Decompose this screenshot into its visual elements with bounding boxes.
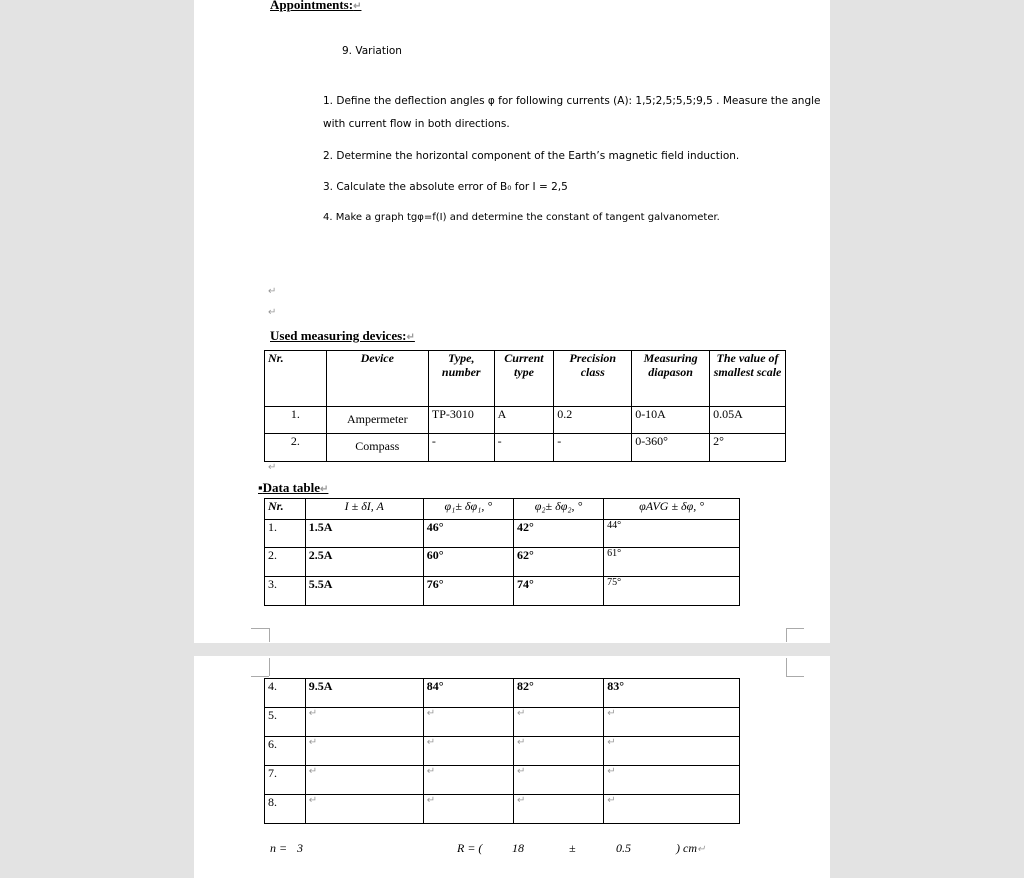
data-header-phi-avg: φAVG ± δφ, ° <box>604 499 740 520</box>
cell-current: 5.5A <box>305 577 423 606</box>
cell-nr: 4. <box>265 679 306 708</box>
data-header-phi2: φ₂± δφ₂, ° <box>513 499 603 520</box>
cell-current: ↵ <box>305 708 423 737</box>
task-3: 3. Calculate the absolute error of B₀ for I = 2,5 <box>323 181 568 193</box>
empty-paragraph-mark: ↵ <box>268 307 277 318</box>
table-row <box>265 795 740 824</box>
cell-diapason: 0-10A <box>632 407 710 434</box>
r-value: 18 <box>512 841 524 855</box>
cell-phi-avg: ↵ <box>604 708 740 737</box>
cell-current: ↵ <box>305 766 423 795</box>
cell-phi1: ↵ <box>423 737 513 766</box>
task-1-line-1: 1. Define the deflection angles φ for following currents (A): 1,5;2,5;5,5;9,5 . Measure the angle <box>323 95 821 107</box>
devices-header-current-type: Current type <box>494 351 554 407</box>
cell-smallest-scale: 2° <box>710 434 786 462</box>
devices-header-nr: Nr. <box>265 351 327 407</box>
cell-current-type: A <box>494 407 554 434</box>
cell-phi2: 82° <box>513 679 603 708</box>
table-row <box>265 737 740 766</box>
cell-phi1: 84° <box>423 679 513 708</box>
cell-current: ↵ <box>305 795 423 824</box>
cell-nr: 3. <box>265 577 306 606</box>
table-row <box>265 520 740 548</box>
devices-header-smallest-scale: The value of smallest scale <box>710 351 786 407</box>
cell-current: 2.5A <box>305 548 423 577</box>
crop-mark <box>786 658 787 676</box>
task-2: 2. Determine the horizontal component of the Earth’s magnetic field induction. <box>323 150 740 162</box>
data-header-phi1: φ₁± δφ₁, ° <box>423 499 513 520</box>
devices-table <box>264 350 786 462</box>
cell-smallest-scale: 0.05A <box>710 407 786 434</box>
cell-phi-avg: ↵ <box>604 795 740 824</box>
cell-phi2: 62° <box>513 548 603 577</box>
cell-phi2: 42° <box>513 520 603 548</box>
heading-appointments: Appointments:↵ <box>270 0 362 12</box>
data-header-row <box>265 499 740 520</box>
cell-device: Compass <box>326 434 428 462</box>
cell-current-type: - <box>494 434 554 462</box>
empty-paragraph-mark: ↵ <box>268 462 277 473</box>
table-row <box>265 434 786 462</box>
cell-nr: 5. <box>265 708 306 737</box>
cell-nr: 8. <box>265 795 306 824</box>
devices-header-type: Type, number <box>428 351 494 407</box>
cell-phi2: ↵ <box>513 737 603 766</box>
cell-nr: 1. <box>265 407 327 434</box>
cell-type: TP-3010 <box>428 407 494 434</box>
cell-nr: 1. <box>265 520 306 548</box>
table-row <box>265 679 740 708</box>
devices-header-row <box>265 351 786 407</box>
task-1-line-2: with current flow in both directions. <box>323 118 510 130</box>
crop-mark <box>251 676 269 677</box>
crop-mark <box>786 676 804 677</box>
cell-current: 1.5A <box>305 520 423 548</box>
data-table <box>264 498 740 606</box>
crop-mark <box>786 628 804 629</box>
data-table-title: ▪Data table↵ <box>258 480 329 495</box>
data-table-continued <box>264 678 740 824</box>
cell-phi-avg: 44° <box>604 520 740 548</box>
cell-nr: 6. <box>265 737 306 766</box>
r-label: R = ( <box>457 841 483 855</box>
cell-phi2: ↵ <box>513 766 603 795</box>
crop-mark <box>269 658 270 676</box>
cell-current: 9.5A <box>305 679 423 708</box>
cell-phi-avg: 75° <box>604 577 740 606</box>
cell-diapason: 0-360° <box>632 434 710 462</box>
table-row <box>265 548 740 577</box>
cell-phi-avg: 83° <box>604 679 740 708</box>
cell-precision: 0.2 <box>554 407 632 434</box>
variation-label: 9. Variation <box>342 45 402 57</box>
document-page-2 <box>194 656 830 878</box>
devices-header-diapason: Measuring diapason <box>632 351 710 407</box>
table-row <box>265 708 740 737</box>
cell-phi2: ↵ <box>513 795 603 824</box>
cell-phi1: ↵ <box>423 766 513 795</box>
task-4: 4. Make a graph tgφ=f(I) and determine the constant of tangent galvanometer. <box>323 212 720 223</box>
empty-paragraph-mark: ↵ <box>268 286 277 297</box>
devices-title: Used measuring devices:↵ <box>270 328 415 343</box>
data-header-nr: Nr. <box>265 499 306 520</box>
cell-phi-avg: ↵ <box>604 766 740 795</box>
cell-phi1: 46° <box>423 520 513 548</box>
cell-nr: 7. <box>265 766 306 795</box>
cell-phi1: ↵ <box>423 795 513 824</box>
cell-nr: 2. <box>265 434 327 462</box>
cell-phi1: 76° <box>423 577 513 606</box>
crop-mark <box>269 628 270 642</box>
n-label: n = <box>270 841 288 855</box>
r-unit: ) cm↵ <box>676 841 706 855</box>
cell-phi2: ↵ <box>513 708 603 737</box>
crop-mark <box>786 628 787 642</box>
cell-type: - <box>428 434 494 462</box>
devices-header-device: Device <box>326 351 428 407</box>
data-header-current: I ± δI, A <box>305 499 423 520</box>
table-row <box>265 577 740 606</box>
cell-phi-avg: 61° <box>604 548 740 577</box>
cell-nr: 2. <box>265 548 306 577</box>
n-value: 3 <box>297 841 303 855</box>
plus-minus: ± <box>569 841 576 855</box>
cell-phi2: 74° <box>513 577 603 606</box>
table-row <box>265 407 786 434</box>
cell-precision: - <box>554 434 632 462</box>
cell-phi1: ↵ <box>423 708 513 737</box>
document-page-1 <box>194 0 830 643</box>
r-error: 0.5 <box>616 841 631 855</box>
cell-current: ↵ <box>305 737 423 766</box>
crop-mark <box>251 628 269 629</box>
table-row <box>265 766 740 795</box>
cell-phi1: 60° <box>423 548 513 577</box>
devices-header-precision: Precision class <box>554 351 632 407</box>
cell-phi-avg: ↵ <box>604 737 740 766</box>
cell-device: Ampermeter <box>326 407 428 434</box>
